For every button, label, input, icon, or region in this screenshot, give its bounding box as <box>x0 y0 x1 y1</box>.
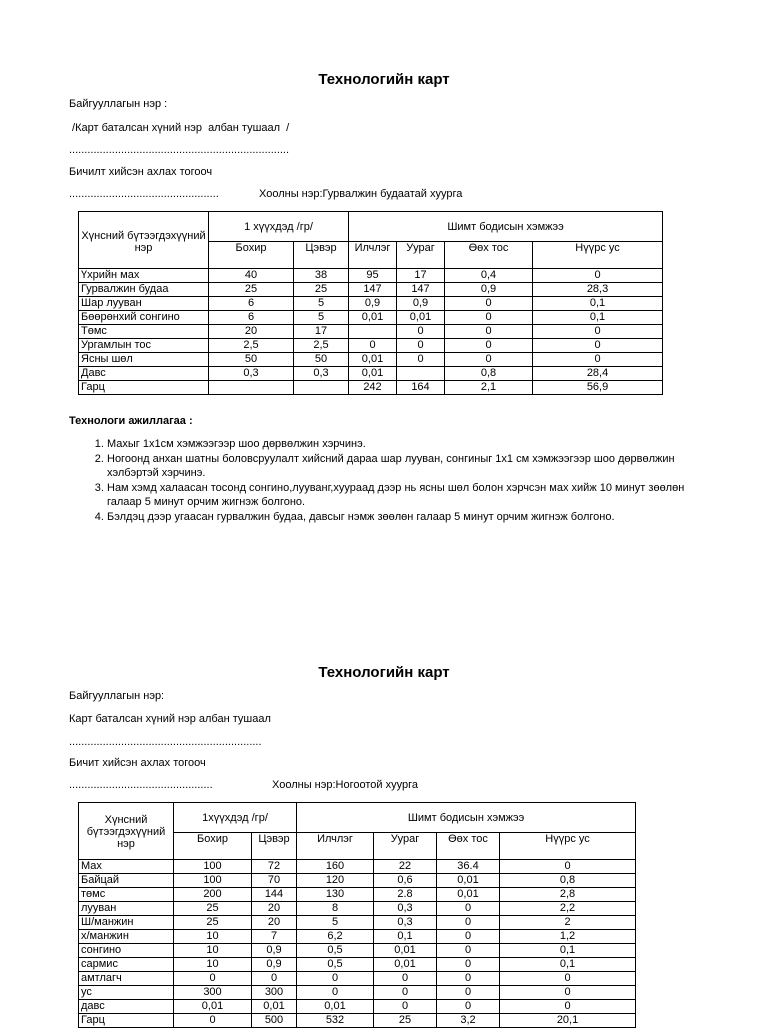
table-cell: 500 <box>252 1014 297 1028</box>
table-cell: 5 <box>294 311 349 325</box>
ingredient-name-cell: Гарц <box>79 1014 174 1028</box>
card1-dots-line: ........................................................................ <box>69 144 290 156</box>
table-cell: 0 <box>437 902 500 916</box>
table-cell: 300 <box>174 986 252 1000</box>
table-cell: 25 <box>174 916 252 930</box>
card2-dish-name: Хоолны нэр:Ногоотой хуурга <box>272 779 418 791</box>
table-cell: 0 <box>174 972 252 986</box>
header-gross: Бохир <box>209 242 294 269</box>
table-cell: 0,9 <box>252 944 297 958</box>
table-cell: 2,2 <box>500 902 636 916</box>
table-cell: 144 <box>252 888 297 902</box>
table-cell: 100 <box>174 860 252 874</box>
table-cell: 2 <box>500 916 636 930</box>
table-cell: 0 <box>397 353 445 367</box>
step-item: 1. Махыг 1х1см хэмжээгээр шоо дөрвөлжин хэрчинэ. <box>107 437 717 452</box>
step-item: 3. Нам хэмд халаасан тосонд сонгино,лууванг,хуураад дээр нь ясны шөл болон хэрчсэн мах хийж 10 минут зөөлөн галаар 5 минут орчим жигнэж болгоно. <box>107 481 717 510</box>
ingredient-name-cell: Гарц <box>79 381 209 395</box>
table-cell: 20 <box>209 325 294 339</box>
header-protein: Уураг <box>374 833 437 860</box>
header-net: Цэвэр <box>252 833 297 860</box>
table-cell: 0,9 <box>252 958 297 972</box>
header-nutrients: Шимт бодисын хэмжээ <box>349 212 663 242</box>
header-nutrients: Шимт бодисын хэмжээ <box>297 803 636 833</box>
table-cell: 0 <box>437 986 500 1000</box>
header-fat: Өөх тос <box>445 242 533 269</box>
table-row <box>79 269 663 283</box>
ingredient-name-cell: төмс <box>79 888 174 902</box>
table-cell: 0 <box>500 1000 636 1014</box>
table-cell: 0,01 <box>437 874 500 888</box>
table-cell: 0,01 <box>397 311 445 325</box>
table-row <box>79 297 663 311</box>
card1-steps-list <box>87 437 717 524</box>
table-cell: 0 <box>437 972 500 986</box>
table-cell: 0 <box>533 339 663 353</box>
ingredient-name-cell: сармис <box>79 958 174 972</box>
table-cell: 0,01 <box>349 353 397 367</box>
table-cell: 0,6 <box>374 874 437 888</box>
table-cell: 0 <box>374 1000 437 1014</box>
table-cell: 7 <box>252 930 297 944</box>
table-cell: 0,9 <box>397 297 445 311</box>
table-row <box>79 1014 636 1028</box>
header-protein: Уураг <box>397 242 445 269</box>
table-cell: 72 <box>252 860 297 874</box>
table-cell: 0,01 <box>349 367 397 381</box>
table-cell: 0 <box>374 972 437 986</box>
ingredient-name-cell: Мах <box>79 860 174 874</box>
table-cell: 0 <box>500 860 636 874</box>
table-cell: 200 <box>174 888 252 902</box>
table-cell: 0,1 <box>533 297 663 311</box>
table-cell: 120 <box>297 874 374 888</box>
table-cell: 0,9 <box>349 297 397 311</box>
ingredient-name-cell: Гурвалжин будаа <box>79 283 209 297</box>
table-cell: 38 <box>294 269 349 283</box>
table-cell <box>397 367 445 381</box>
table-cell: 0 <box>500 972 636 986</box>
ingredient-name-cell: Байцай <box>79 874 174 888</box>
header-net: Цэвэр <box>294 242 349 269</box>
table-cell: 20 <box>252 916 297 930</box>
table-cell: 0,01 <box>374 944 437 958</box>
card2-chef-dots: ............................................... <box>69 779 213 791</box>
header-gross: Бохир <box>174 833 252 860</box>
ingredient-name-cell: Ясны шөл <box>79 353 209 367</box>
table-cell: 8 <box>297 902 374 916</box>
header-energy: Илчлэг <box>349 242 397 269</box>
table-cell: 532 <box>297 1014 374 1028</box>
step-item: 4. Бэлдэц дээр угаасан гурвалжин будаа, давсыг нэмж зөөлөн галаар 5 минут орчим жигнэж болгоно. <box>107 510 717 525</box>
table-cell: 147 <box>397 283 445 297</box>
table-cell: 20 <box>252 902 297 916</box>
table-cell <box>209 381 294 395</box>
table-cell: 0,3 <box>209 367 294 381</box>
step-item: 2. Ногоонд анхан шатны боловсруулалт хийсний дараа шар лууван, сонгиныг 1х1 см хэмжээгээр шоо дөрвөлжин хэлбэртэй хэрчинэ. <box>107 452 717 481</box>
table-cell: 0,3 <box>374 902 437 916</box>
header-carb: Нүүрс ус <box>533 242 663 269</box>
table-cell: 0,1 <box>533 311 663 325</box>
table-cell: 0,8 <box>445 367 533 381</box>
table-cell: 0,1 <box>500 944 636 958</box>
card2-approver-label: Карт баталсан хүний нэр албан тушаал <box>69 713 271 725</box>
table-cell: 0,1 <box>500 958 636 972</box>
table-cell: 0,01 <box>374 958 437 972</box>
table-cell: 20,1 <box>500 1014 636 1028</box>
table-cell: 0 <box>533 353 663 367</box>
table-cell: 0 <box>374 986 437 1000</box>
card2-dots-line: ............................................................... <box>69 736 262 748</box>
table-row <box>79 325 663 339</box>
ingredient-name-cell: Үхрийн мах <box>79 269 209 283</box>
table-cell: 10 <box>174 958 252 972</box>
table-cell: 1,2 <box>500 930 636 944</box>
table-cell: 36.4 <box>437 860 500 874</box>
table-cell: 5 <box>294 297 349 311</box>
header-fat: Өөх тос <box>437 833 500 860</box>
table-cell: 0 <box>397 325 445 339</box>
table-cell: 0 <box>349 339 397 353</box>
table-cell: 0,9 <box>445 283 533 297</box>
table-cell: 10 <box>174 930 252 944</box>
table-cell: 0 <box>437 916 500 930</box>
table-cell: 0 <box>445 353 533 367</box>
table-cell: 2,5 <box>294 339 349 353</box>
ingredient-name-cell: Төмс <box>79 325 209 339</box>
card2-title: Технологийн карт <box>318 664 450 681</box>
card1-tech-heading: Технологи ажиллагаа : <box>69 415 193 427</box>
table-cell: 0 <box>445 297 533 311</box>
table-row <box>79 860 636 874</box>
table-row <box>79 339 663 353</box>
ingredient-name-cell: давс <box>79 1000 174 1014</box>
table-cell: 0,3 <box>294 367 349 381</box>
table-cell: 0 <box>437 930 500 944</box>
table-cell: 0 <box>437 958 500 972</box>
table-cell: 147 <box>349 283 397 297</box>
table-row <box>79 888 636 902</box>
table-row <box>79 930 636 944</box>
card2-org-label: Байгууллагын нэр: <box>69 690 165 702</box>
table-cell: 6 <box>209 311 294 325</box>
table-cell: 0,01 <box>174 1000 252 1014</box>
table-cell: 50 <box>209 353 294 367</box>
table-cell: 0,1 <box>374 930 437 944</box>
table-cell: 6,2 <box>297 930 374 944</box>
table-cell: 0,4 <box>445 269 533 283</box>
table-cell: 40 <box>209 269 294 283</box>
table-cell <box>294 381 349 395</box>
table-cell: 300 <box>252 986 297 1000</box>
table-cell: 22 <box>374 860 437 874</box>
table-cell: 56,9 <box>533 381 663 395</box>
table-cell: 164 <box>397 381 445 395</box>
table-cell: 3,2 <box>437 1014 500 1028</box>
table-cell: 0,5 <box>297 958 374 972</box>
table-cell: 160 <box>297 860 374 874</box>
header-carb: Нүүрс ус <box>500 833 636 860</box>
table-cell: 0 <box>297 986 374 1000</box>
table-cell: 2,8 <box>500 888 636 902</box>
table-cell: 17 <box>294 325 349 339</box>
table-row <box>79 874 636 888</box>
table-cell: 0 <box>533 269 663 283</box>
table-cell: 0 <box>445 325 533 339</box>
table-cell: 0 <box>397 339 445 353</box>
table-cell: 0,01 <box>297 1000 374 1014</box>
ingredient-name-cell: Шар лууван <box>79 297 209 311</box>
ingredient-name-cell: сонгино <box>79 944 174 958</box>
table-cell: 0 <box>252 972 297 986</box>
header-product: Хүнсний бүтээгдэхүүний нэр <box>79 803 174 860</box>
table-cell: 242 <box>349 381 397 395</box>
table-cell: 0,01 <box>349 311 397 325</box>
ingredient-name-cell: х/манжин <box>79 930 174 944</box>
card1-ingredient-table <box>78 211 663 395</box>
table-cell: 100 <box>174 874 252 888</box>
card1-org-label: Байгууллагын нэр : <box>69 98 168 110</box>
ingredient-name-cell: Ургамлын тос <box>79 339 209 353</box>
table-cell: 0 <box>297 972 374 986</box>
table-cell: 25 <box>209 283 294 297</box>
table-cell: 0,01 <box>252 1000 297 1014</box>
header-product: Хүнсний бүтээгдэхүүний нэр <box>79 212 209 269</box>
table-cell <box>349 325 397 339</box>
table-cell: 0,3 <box>374 916 437 930</box>
table-cell: 2,5 <box>209 339 294 353</box>
table-row <box>79 986 636 1000</box>
table-cell: 17 <box>397 269 445 283</box>
table-row <box>79 972 636 986</box>
card1-title: Технологийн карт <box>318 71 450 88</box>
table-cell: 0,01 <box>437 888 500 902</box>
table-cell: 10 <box>174 944 252 958</box>
table-cell: 28,4 <box>533 367 663 381</box>
table-cell: 0 <box>445 311 533 325</box>
header-qty: 1хүүхдэд /гр/ <box>174 803 297 833</box>
ingredient-name-cell: Ш/манжин <box>79 916 174 930</box>
table-row <box>79 381 663 395</box>
ingredient-name-cell: ус <box>79 986 174 1000</box>
card2-chef-label: Бичит хийсэн ахлах тогооч <box>69 757 206 769</box>
table-cell: 0 <box>437 1000 500 1014</box>
table-row <box>79 902 636 916</box>
table-cell: 28,3 <box>533 283 663 297</box>
table-row <box>79 944 636 958</box>
card2-ingredient-table <box>78 802 636 1028</box>
table-cell: 0 <box>437 944 500 958</box>
table-cell: 6 <box>209 297 294 311</box>
table-cell: 95 <box>349 269 397 283</box>
table-cell: 0 <box>174 1014 252 1028</box>
table-cell: 5 <box>297 916 374 930</box>
table-row <box>79 283 663 297</box>
ingredient-name-cell: Бөөрөнхий сонгино <box>79 311 209 325</box>
table-cell: 130 <box>297 888 374 902</box>
table-cell: 25 <box>294 283 349 297</box>
table-row <box>79 916 636 930</box>
card1-chef-label: Бичилт хийсэн ахлах тогооч <box>69 166 213 178</box>
header-qty: 1 хүүхдэд /гр/ <box>209 212 349 242</box>
card1-chef-dots: ................................................. <box>69 188 219 200</box>
table-cell: 0,5 <box>297 944 374 958</box>
header-energy: Илчлэг <box>297 833 374 860</box>
card1-dish-name: Хоолны нэр:Гурвалжин будаатай хуурга <box>259 188 463 200</box>
table-row <box>79 311 663 325</box>
table-cell: 2,1 <box>445 381 533 395</box>
table-cell: 70 <box>252 874 297 888</box>
ingredient-name-cell: амтлагч <box>79 972 174 986</box>
table-row <box>79 353 663 367</box>
table-cell: 0,8 <box>500 874 636 888</box>
table-cell: 0 <box>533 325 663 339</box>
ingredient-name-cell: Давс <box>79 367 209 381</box>
card1-approver-label: /Карт баталсан хүний нэр албан тушаал / <box>69 122 290 134</box>
table-row <box>79 367 663 381</box>
ingredient-name-cell: лууван <box>79 902 174 916</box>
table-cell: 25 <box>374 1014 437 1028</box>
table-row <box>79 958 636 972</box>
table-cell: 0 <box>500 986 636 1000</box>
table-row <box>79 1000 636 1014</box>
table-cell: 2.8 <box>374 888 437 902</box>
table-cell: 50 <box>294 353 349 367</box>
table-cell: 0 <box>445 339 533 353</box>
table-cell: 25 <box>174 902 252 916</box>
